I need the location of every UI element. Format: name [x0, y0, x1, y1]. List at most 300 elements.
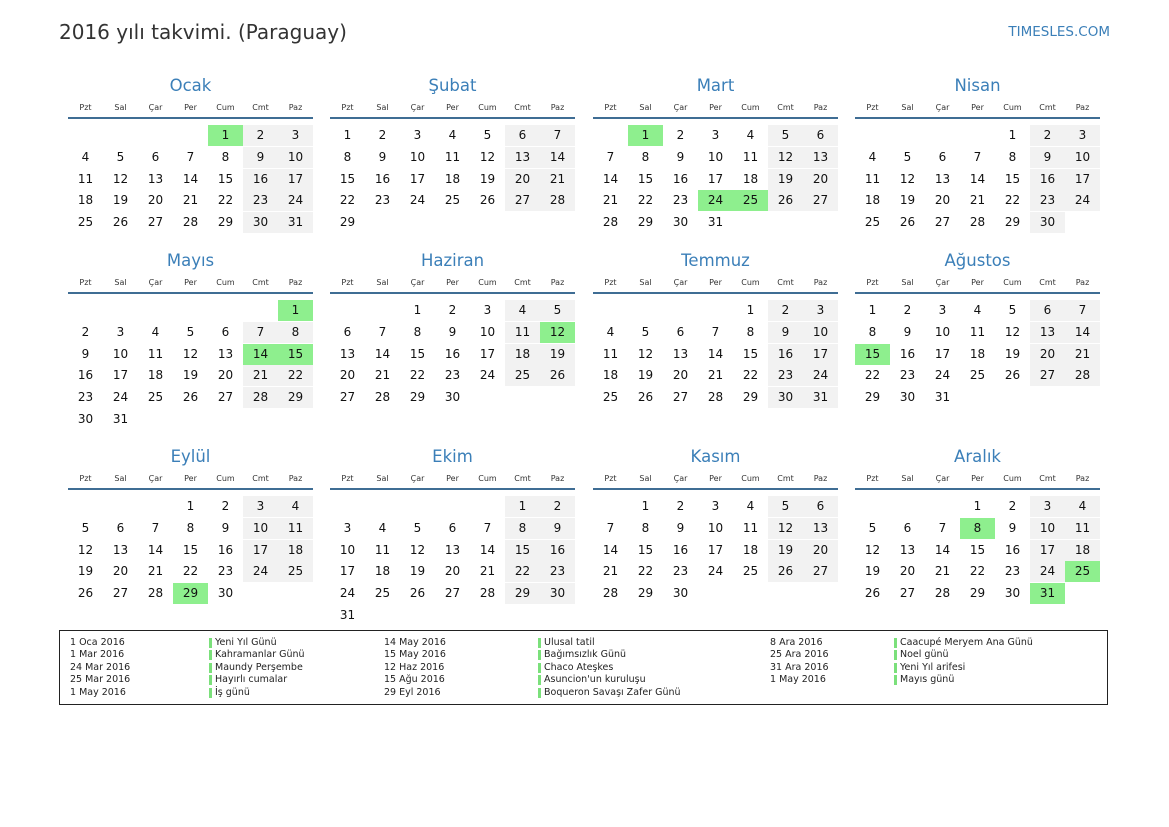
weekday-header: Per: [184, 103, 197, 112]
weekday-header: Paz: [1075, 103, 1090, 112]
day-cell: 5: [868, 520, 877, 535]
day-cell: 10: [707, 149, 724, 164]
day-cell: 16: [243, 169, 278, 190]
day-cell: 24: [112, 390, 129, 405]
day-cell: 1: [186, 499, 195, 513]
legend-holiday-name: Boqueron Savaşı Zafer Günü: [538, 687, 681, 699]
weekday-header: Paz: [813, 103, 828, 112]
weekday-header: Paz: [813, 474, 828, 483]
day-cell: 30: [540, 583, 575, 604]
day-cell: 3: [711, 499, 720, 513]
day-cell: 24: [243, 561, 278, 582]
day-cell: 14: [1065, 322, 1100, 343]
day-cell: 21: [374, 368, 391, 383]
month-block: [330, 76, 575, 256]
day-cell: 5: [413, 520, 422, 535]
day-cell: 21: [540, 169, 575, 190]
day-cell: 31: [339, 608, 356, 622]
day-cell: 4: [1065, 496, 1100, 517]
weekday-header: Çar: [673, 278, 688, 287]
day-cell: 26: [768, 190, 803, 211]
weekday-header: Per: [971, 474, 984, 483]
day-cell: 4: [81, 149, 90, 164]
legend-date: 15 Ağu 2016: [384, 674, 445, 686]
day-cell: 18: [742, 542, 759, 557]
day-cell: 15: [637, 171, 654, 186]
day-cell: 4: [378, 520, 387, 535]
weekday-header: Çar: [935, 474, 950, 483]
weekday-header: Pzt: [866, 474, 879, 483]
day-cell: 5: [641, 324, 650, 339]
weekday-header: Pzt: [341, 278, 354, 287]
day-cell: 11: [505, 322, 540, 343]
day-cell: 6: [221, 324, 230, 339]
day-cell: 13: [444, 542, 461, 557]
weekday-header: Per: [446, 474, 459, 483]
day-cell: 29: [505, 583, 540, 604]
weekday-header: Sal: [114, 278, 127, 287]
day-cell: 11: [602, 346, 619, 361]
weekday-header: Sal: [376, 103, 389, 112]
day-cell: 28: [182, 215, 199, 230]
month-block: [855, 251, 1100, 431]
day-cell: 14: [602, 171, 619, 186]
day-cell: 23: [444, 368, 461, 383]
day-cell: 23: [217, 564, 234, 579]
day-cell: 7: [378, 324, 387, 339]
weekday-header: Pzt: [604, 278, 617, 287]
day-cell: 13: [112, 542, 129, 557]
day-cell: 2: [448, 303, 457, 317]
day-cell: 26: [182, 390, 199, 405]
day-cell: 8: [868, 324, 877, 339]
month-block: [330, 447, 575, 627]
day-cell: 9: [768, 322, 803, 343]
day-cell: 18: [374, 564, 391, 579]
day-cell: 14: [182, 171, 199, 186]
day-cell: 21: [602, 564, 619, 579]
day-cell: 2: [540, 496, 575, 517]
day-cell: 17: [339, 564, 356, 579]
day-cell: 8: [746, 324, 755, 339]
legend-holiday-name: Caacupé Meryem Ana Günü: [894, 637, 1033, 649]
day-cell: 7: [973, 149, 982, 164]
day-cell: 23: [1030, 190, 1065, 211]
day-cell: 30: [1030, 212, 1065, 233]
day-cell: 1: [413, 303, 422, 317]
day-cell: 26: [409, 586, 426, 601]
day-cell: 11: [969, 324, 986, 339]
day-cell: 20: [899, 564, 916, 579]
weekday-header: Cum: [1003, 103, 1022, 112]
day-cell: 8: [186, 520, 195, 535]
day-cell: 25: [602, 390, 619, 405]
day-cell: 11: [147, 346, 164, 361]
day-cell: 3: [1065, 125, 1100, 146]
day-cell: 1: [343, 128, 352, 142]
day-cell: 20: [803, 169, 838, 190]
day-cell: 15: [505, 540, 540, 561]
day-cell: 29: [637, 586, 654, 601]
day-cell: 10: [707, 520, 724, 535]
weekday-header: Paz: [288, 278, 303, 287]
day-cell: 27: [112, 586, 129, 601]
legend-entry: [60, 687, 1100, 699]
day-cell: 1: [973, 499, 982, 513]
day-cell: 15: [217, 171, 234, 186]
day-cell: 8: [1008, 149, 1017, 164]
day-cell: 18: [505, 344, 540, 365]
day-cell: 30: [1004, 586, 1021, 601]
weekday-header: Cmt: [1039, 278, 1056, 287]
day-cell: 13: [803, 518, 838, 539]
weekday-header: Sal: [639, 474, 652, 483]
day-cell: 29: [637, 215, 654, 230]
weekday-header: Sal: [114, 103, 127, 112]
day-cell: 18: [278, 540, 313, 561]
weekday-header: Çar: [673, 103, 688, 112]
legend-date: 25 Ara 2016: [770, 649, 829, 661]
day-cell: 22: [182, 564, 199, 579]
day-cell: 4: [973, 303, 982, 317]
day-cell: 11: [864, 171, 881, 186]
legend-holiday-name: Mayıs günü: [894, 674, 954, 686]
day-cell: 25: [77, 215, 94, 230]
day-cell: 10: [278, 147, 313, 168]
weekday-header: Cmt: [252, 103, 269, 112]
day-cell: 28: [540, 190, 575, 211]
day-cell: 1: [868, 303, 877, 317]
day-cell: 14: [147, 542, 164, 557]
day-cell: 13: [505, 147, 540, 168]
day-cell: 16: [540, 540, 575, 561]
day-cell: 11: [742, 520, 759, 535]
day-cell: 23: [1004, 564, 1021, 579]
day-cell: 7: [483, 520, 492, 535]
month-block: [68, 76, 313, 256]
day-cell: 10: [803, 322, 838, 343]
day-cell: 8: [641, 149, 650, 164]
legend-entry: [60, 637, 1100, 649]
day-cell: 26: [768, 561, 803, 582]
day-cell: 28: [934, 586, 951, 601]
weekday-header: Per: [446, 103, 459, 112]
day-cell: 2: [676, 499, 685, 513]
day-cell: 3: [116, 324, 125, 339]
weekday-header: Per: [709, 278, 722, 287]
day-cell: 5: [903, 149, 912, 164]
day-cell: 4: [448, 128, 457, 142]
holiday-legend: [59, 630, 1108, 705]
day-cell: 6: [151, 149, 160, 164]
day-cell: 8: [278, 322, 313, 343]
day-cell: 15: [637, 542, 654, 557]
weekday-header: Per: [709, 474, 722, 483]
day-cell: 12: [899, 171, 916, 186]
day-cell: 21: [147, 564, 164, 579]
weekday-header: Çar: [673, 474, 688, 483]
day-cell: 19: [864, 564, 881, 579]
legend-date: 12 Haz 2016: [384, 661, 445, 673]
day-cell: 12: [479, 149, 496, 164]
day-cell: 31: [278, 212, 313, 233]
day-cell: 17: [112, 368, 129, 383]
legend-entry: [60, 649, 1100, 661]
day-cell: 19: [479, 171, 496, 186]
day-cell: 26: [899, 215, 916, 230]
legend-holiday-name: Noel günü: [894, 649, 949, 661]
day-cell: 27: [505, 190, 540, 211]
day-cell: 27: [1030, 365, 1065, 386]
day-cell: 18: [147, 368, 164, 383]
legend-date: 25 Mar 2016: [70, 674, 131, 686]
weekday-header: Paz: [288, 103, 303, 112]
day-cell: 9: [676, 520, 685, 535]
legend-holiday-name: Asuncion'un kuruluşu: [538, 674, 646, 686]
weekday-header: Çar: [935, 278, 950, 287]
legend-holiday-name: Yeni Yıl Günü: [209, 637, 277, 649]
day-cell: 10: [409, 149, 426, 164]
weekday-header: Pzt: [341, 474, 354, 483]
day-cell: 6: [938, 149, 947, 164]
holiday-day-cell: 12: [540, 322, 575, 343]
day-cell: 7: [1065, 300, 1100, 321]
day-cell: 13: [1030, 322, 1065, 343]
day-cell: 2: [221, 499, 230, 513]
holiday-day-cell: 1: [278, 300, 313, 321]
weekday-header: Cum: [216, 103, 235, 112]
day-cell: 7: [606, 149, 615, 164]
day-cell: 18: [444, 171, 461, 186]
day-cell: 27: [803, 190, 838, 211]
day-cell: 2: [243, 125, 278, 146]
day-cell: 3: [1030, 496, 1065, 517]
day-cell: 29: [864, 390, 881, 405]
page-title: 2016 yılı takvimi. (Paraguay): [59, 20, 347, 44]
day-cell: 8: [413, 324, 422, 339]
weekday-header: Cum: [478, 278, 497, 287]
weekday-header: Per: [709, 103, 722, 112]
weekday-header: Cum: [216, 278, 235, 287]
weekday-header: Cum: [741, 474, 760, 483]
weekday-header: Per: [184, 278, 197, 287]
day-cell: 16: [899, 346, 916, 361]
weekday-header: Cum: [1003, 278, 1022, 287]
day-cell: 30: [672, 586, 689, 601]
weekday-header: Paz: [1075, 278, 1090, 287]
day-cell: 16: [374, 171, 391, 186]
day-cell: 19: [899, 193, 916, 208]
weekday-header: Paz: [550, 474, 565, 483]
month-name: Eylül: [170, 447, 211, 466]
day-cell: 19: [637, 368, 654, 383]
day-cell: 8: [505, 518, 540, 539]
day-cell: 7: [151, 520, 160, 535]
weekday-header: Paz: [550, 103, 565, 112]
day-cell: 18: [864, 193, 881, 208]
day-cell: 22: [637, 193, 654, 208]
day-cell: 27: [672, 390, 689, 405]
day-cell: 9: [378, 149, 387, 164]
legend-holiday-name: İş günü: [209, 687, 250, 699]
day-cell: 23: [243, 190, 278, 211]
day-cell: 29: [217, 215, 234, 230]
day-cell: 13: [803, 147, 838, 168]
month-block: [855, 76, 1100, 256]
weekday-header: Sal: [376, 278, 389, 287]
day-cell: 3: [483, 303, 492, 317]
day-cell: 24: [409, 193, 426, 208]
day-cell: 4: [868, 149, 877, 164]
weekday-header: Per: [971, 103, 984, 112]
day-cell: 19: [540, 344, 575, 365]
weekday-header: Cum: [741, 103, 760, 112]
day-cell: 10: [1030, 518, 1065, 539]
weekday-header: Cmt: [514, 278, 531, 287]
day-cell: 2: [81, 324, 90, 339]
day-cell: 3: [803, 300, 838, 321]
day-cell: 11: [1065, 518, 1100, 539]
day-cell: 15: [409, 346, 426, 361]
day-cell: 18: [969, 346, 986, 361]
day-cell: 30: [444, 390, 461, 405]
weekday-header: Pzt: [604, 103, 617, 112]
month-divider: [593, 292, 838, 294]
day-cell: 27: [934, 215, 951, 230]
site-brand-link[interactable]: TIMESLES.COM: [1008, 24, 1110, 40]
month-name: Şubat: [428, 76, 477, 95]
day-cell: 28: [1065, 365, 1100, 386]
day-cell: 21: [602, 193, 619, 208]
day-cell: 19: [1004, 346, 1021, 361]
day-cell: 26: [479, 193, 496, 208]
day-cell: 9: [81, 346, 90, 361]
day-cell: 17: [1065, 169, 1100, 190]
weekday-header: Paz: [288, 474, 303, 483]
day-cell: 1: [505, 496, 540, 517]
day-cell: 9: [903, 324, 912, 339]
day-cell: 1: [641, 499, 650, 513]
day-cell: 26: [637, 390, 654, 405]
month-divider: [855, 117, 1100, 119]
day-cell: 12: [77, 542, 94, 557]
legend-holiday-name: Yeni Yıl arifesi: [894, 662, 965, 674]
weekday-header: Per: [971, 278, 984, 287]
legend-entry: [60, 674, 1100, 686]
weekday-header: Cmt: [777, 278, 794, 287]
day-cell: 9: [221, 520, 230, 535]
day-cell: 3: [938, 303, 947, 317]
day-cell: 7: [540, 125, 575, 146]
day-cell: 5: [540, 300, 575, 321]
weekday-header: Cmt: [777, 474, 794, 483]
holiday-day-cell: 25: [733, 190, 768, 211]
holiday-day-cell: 29: [173, 583, 208, 604]
day-cell: 22: [339, 193, 356, 208]
day-cell: 23: [768, 365, 803, 386]
legend-date: 14 May 2016: [384, 637, 446, 648]
month-divider: [68, 488, 313, 490]
day-cell: 28: [374, 390, 391, 405]
day-cell: 23: [540, 561, 575, 582]
day-cell: 24: [803, 365, 838, 386]
day-cell: 3: [711, 128, 720, 142]
day-cell: 22: [969, 564, 986, 579]
day-cell: 19: [182, 368, 199, 383]
day-cell: 19: [409, 564, 426, 579]
legend-holiday-name: Bağımsızlık Günü: [538, 649, 626, 661]
day-cell: 25: [278, 561, 313, 582]
day-cell: 25: [742, 564, 759, 579]
day-cell: 13: [147, 171, 164, 186]
day-cell: 12: [768, 147, 803, 168]
day-cell: 20: [505, 169, 540, 190]
day-cell: 6: [505, 125, 540, 146]
day-cell: 28: [707, 390, 724, 405]
legend-holiday-name: Hayırlı cumalar: [209, 674, 287, 686]
day-cell: 31: [934, 390, 951, 405]
day-cell: 23: [899, 368, 916, 383]
day-cell: 10: [479, 324, 496, 339]
day-cell: 9: [448, 324, 457, 339]
legend-date: 24 Mar 2016: [70, 661, 131, 673]
day-cell: 29: [278, 387, 313, 408]
day-cell: 30: [243, 212, 278, 233]
day-cell: 30: [672, 215, 689, 230]
day-cell: 25: [864, 215, 881, 230]
weekday-header: Sal: [901, 474, 914, 483]
day-cell: 6: [676, 324, 685, 339]
month-name: Mayıs: [166, 251, 215, 270]
weekday-header: Çar: [410, 103, 425, 112]
day-cell: 17: [409, 171, 426, 186]
month-divider: [68, 292, 313, 294]
day-cell: 22: [505, 561, 540, 582]
day-cell: 28: [147, 586, 164, 601]
weekday-header: Sal: [901, 103, 914, 112]
day-cell: 2: [768, 300, 803, 321]
weekday-header: Pzt: [341, 103, 354, 112]
weekday-header: Paz: [1075, 474, 1090, 483]
day-cell: 11: [444, 149, 461, 164]
day-cell: 17: [707, 542, 724, 557]
day-cell: 30: [217, 586, 234, 601]
day-cell: 25: [147, 390, 164, 405]
legend-entry: [60, 662, 1100, 674]
weekday-header: Sal: [639, 103, 652, 112]
weekday-header: Cmt: [777, 103, 794, 112]
day-cell: 6: [803, 125, 838, 146]
day-cell: 4: [606, 324, 615, 339]
day-cell: 6: [448, 520, 457, 535]
day-cell: 20: [217, 368, 234, 383]
day-cell: 24: [1065, 190, 1100, 211]
month-divider: [855, 488, 1100, 490]
day-cell: 21: [707, 368, 724, 383]
weekday-header: Cum: [1003, 474, 1022, 483]
day-cell: 4: [505, 300, 540, 321]
day-cell: 20: [147, 193, 164, 208]
day-cell: 21: [934, 564, 951, 579]
legend-holiday-name: Kahramanlar Günü: [209, 649, 305, 661]
weekday-header: Pzt: [79, 103, 92, 112]
day-cell: 7: [186, 149, 195, 164]
day-cell: 12: [637, 346, 654, 361]
day-cell: 3: [243, 496, 278, 517]
day-cell: 2: [1030, 125, 1065, 146]
day-cell: 27: [147, 215, 164, 230]
day-cell: 15: [1004, 171, 1021, 186]
